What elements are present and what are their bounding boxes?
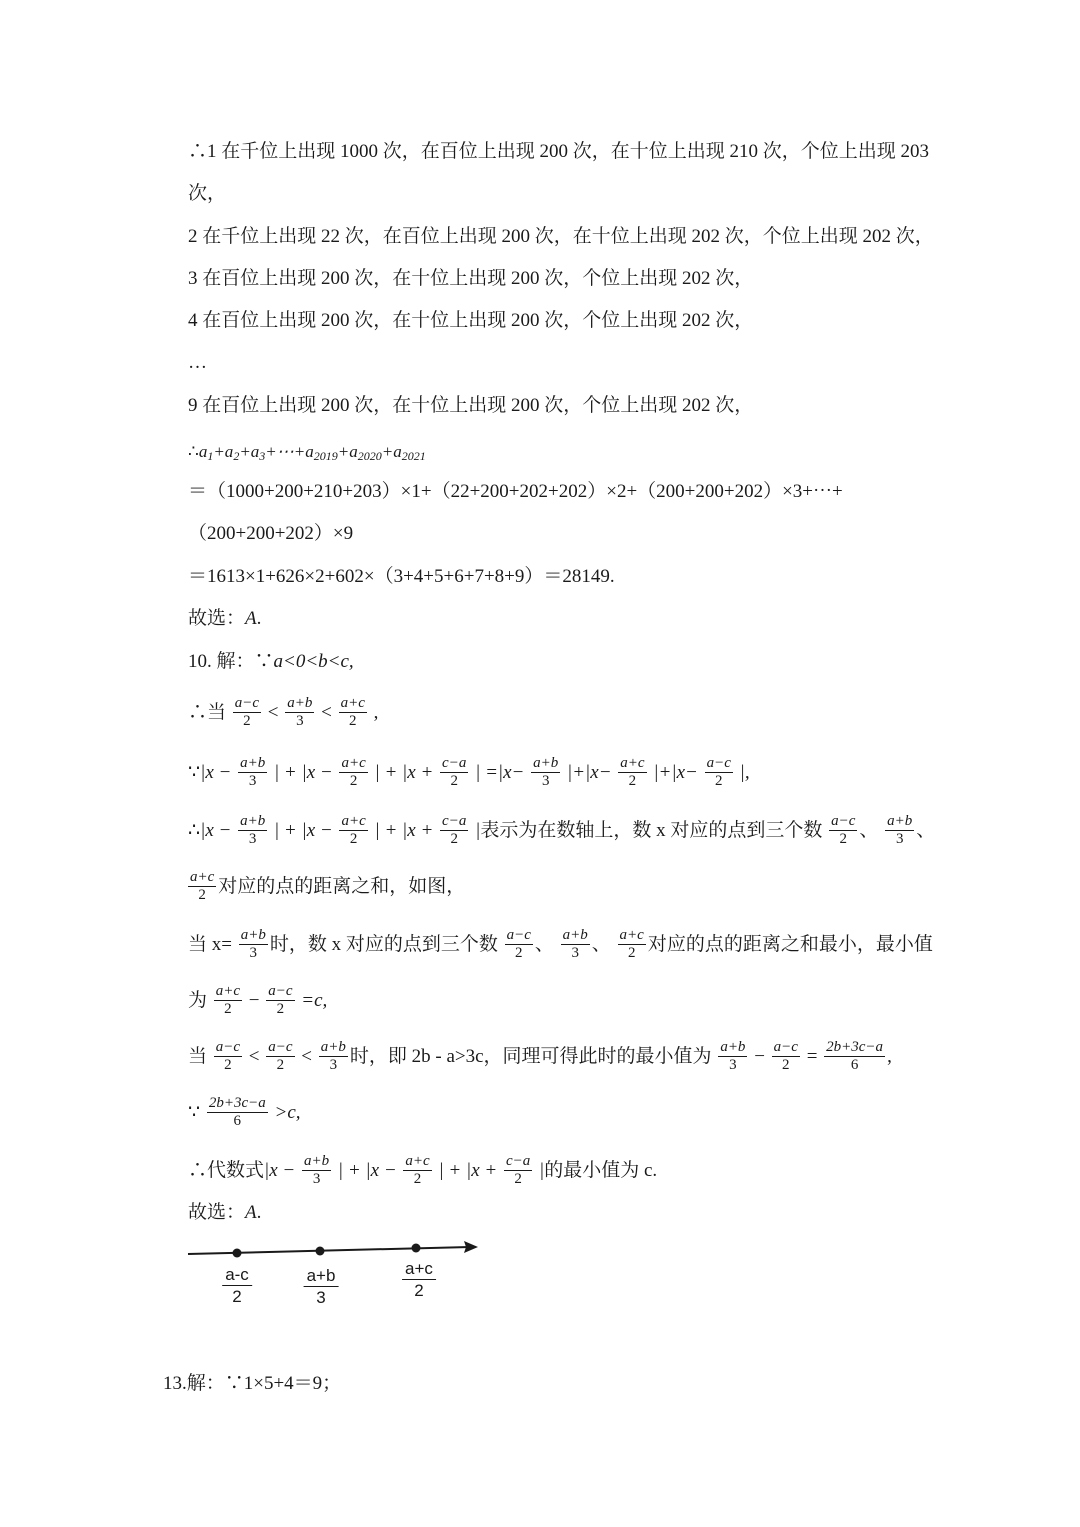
q10-case2: 当 $\frac{a-c}{2}$ < $\frac{a-c}{2}$ < $\frac{a+b}{3}$ 时，即 2b - a>3c，同理可得此时的最小值为 $\frac{a+b}{3}$ − $\frac{a-c}{2}$ = $\frac{2b+3c-a}{6}$ , (188, 1039, 892, 1073)
axis-line (188, 1247, 470, 1254)
line-4-digit-count: 4 在百位上出现 200 次，在十位上出现 200 次，个位上出现 202 次， (188, 310, 754, 331)
number-line-figure (180, 1236, 500, 1316)
q10-meaning-cont: $\frac{a+c}{2}$ 对应的点的距离之和，如图， (190, 869, 466, 903)
q10-condition: 10. 解：∵a<0<b<c, (188, 651, 354, 672)
line-3-digit-count: 3 在百位上出现 200 次，在十位上出现 200 次，个位上出现 202 次， (188, 268, 754, 289)
point-a-plus-c (412, 1244, 421, 1253)
q10-conclusion: ∴代数式|x − $\frac{a+b}{3}$ | + |x − $\frac{a+c}{2}$ | + |x + $\frac{c-a}{2}$ |的最小值为 c. (188, 1153, 658, 1187)
q10-compare: ∵ $\frac{2b+3c-a}{6}$ >c, (188, 1095, 301, 1129)
sum-result: ＝1613×1+626×2+602×（3+4+5+6+7+8+9）＝28149. (188, 566, 615, 587)
sum-expansion-1: ＝（1000+200+210+203）×1+（22+200+202+202）×2+（200+200+202）×3+⋯+ (188, 481, 843, 502)
sum-expansion-2: （200+200+202）×9 (188, 523, 354, 544)
label-a-plus-b: $\frac{a+b}{3}$ (304, 1265, 339, 1308)
sum-line: $\therefore a_1+a_2+a_3+\cdots+a_{2019}+a_{2020}+a_{2021}$ (188, 442, 426, 463)
label-a-minus-c: $\frac{a-c}{2}$ (222, 1264, 252, 1307)
number-line-axis (180, 1236, 500, 1266)
answer-line-1: 故选：A. (188, 608, 262, 629)
q10-order: ∴当 $\frac{a-c}{2}$ < $\frac{a+b}{3}$ < $\frac{a+c}{2}$ , (188, 695, 379, 729)
line-2-digit-count: 2 在千位上出现 22 次，在百位上出现 200 次，在十位上出现 202 次，个位上出现 202 次， (188, 226, 934, 247)
point-a-plus-b (316, 1247, 325, 1256)
q10-meaning: ∴|x − $\frac{a+b}{3}$ | + |x − $\frac{a+c}{2}$ | + |x + $\frac{c-a}{2}$ |表示为在数轴上，数 x 对应的点到三个数 $\frac{a-c}{2}$ 、 $\frac{a+b}{3}$ 、 (188, 813, 936, 847)
label-a-plus-c: $\frac{a+c}{2}$ (402, 1258, 436, 1301)
q10-case1: 当 x= $\frac{a+b}{3}$ 时，数 x 对应的点到三个数 $\frac{a-c}{2}$ 、 $\frac{a+b}{3}$ 、 $\frac{a+c}{2}$ 对应的点的距离之和最小，最小值 (188, 927, 933, 961)
line-1-digit-count: ∴1 在千位上出现 1000 次，在百位上出现 200 次，在十位上出现 210 次，个位上出现 203 (188, 141, 930, 162)
line-9-digit-count: 9 在百位上出现 200 次，在十位上出现 200 次，个位上出现 202 次， (188, 395, 754, 416)
q10-abs-equation: ∵|x − $\frac{a+b}{3}$ | + |x − $\frac{a+c}{2}$ | + |x + $\frac{c-a}{2}$ | =|x− $\frac{a+b}{3}$ |+|x− $\frac{a+c}{2}$ |+|x− $\frac{a-c}{2}$ |, (188, 755, 750, 789)
q10-minval-1: 为 $\frac{a+c}{2}$ − $\frac{a-c}{2}$ =c, (188, 983, 328, 1017)
line-ellipsis: … (188, 352, 207, 373)
answer-line-2: 故选：A. (188, 1202, 262, 1223)
line-1-cont: 次， (188, 183, 227, 204)
axis-arrow (464, 1241, 478, 1253)
point-a-minus-c (233, 1249, 242, 1258)
q13-start: 13.解：∵1×5+4＝9； (163, 1373, 342, 1394)
